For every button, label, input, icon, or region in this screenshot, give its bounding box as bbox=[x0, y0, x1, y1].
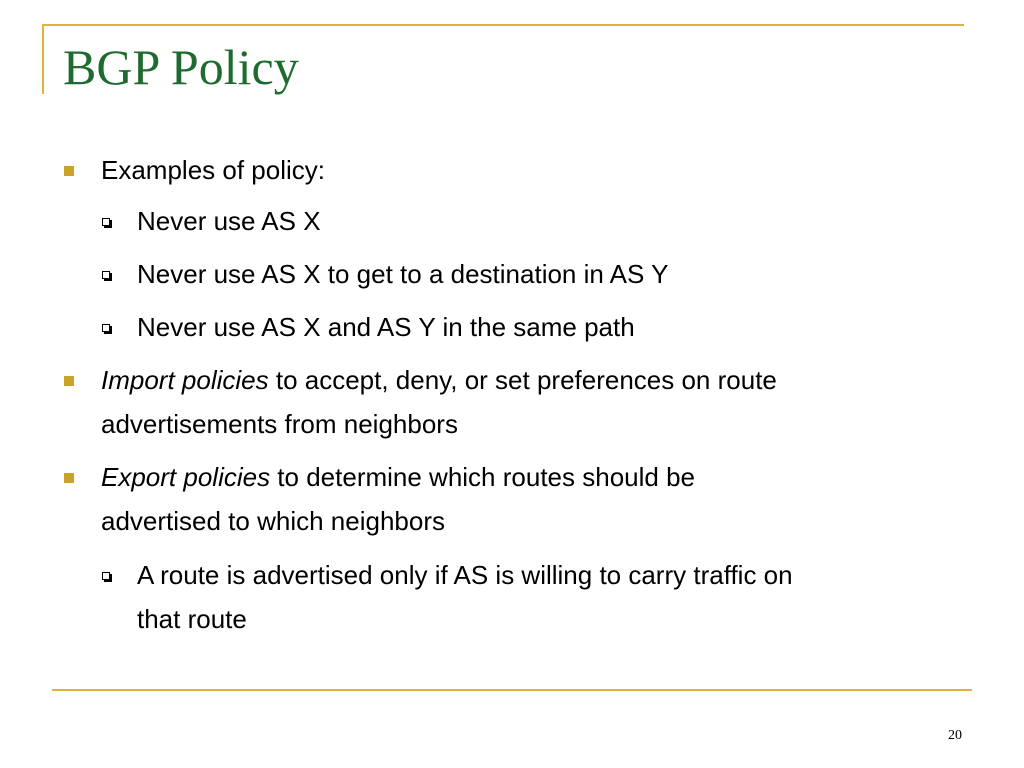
square-bullet-icon bbox=[64, 166, 74, 176]
slide-title: BGP Policy bbox=[63, 39, 299, 95]
sub-bullet-never-use-as-x bbox=[137, 199, 321, 243]
import-policies-line-2: advertisements from neighbors bbox=[101, 409, 458, 439]
page-number: 20 bbox=[948, 728, 962, 743]
square-bullet-icon bbox=[64, 376, 74, 386]
bullet-export-policies bbox=[101, 455, 695, 543]
bullet-text-line-1 bbox=[101, 455, 695, 499]
export-policies-line-2: advertised to which neighbors bbox=[101, 506, 445, 536]
export-policies-emphasis: Export policies bbox=[101, 462, 271, 492]
route-advertised-line-2: that route bbox=[137, 604, 247, 634]
sub-bullet-never-use-as-x-and-as-y bbox=[137, 305, 635, 349]
hollow-square-bullet-icon bbox=[102, 324, 110, 332]
bullet-text: Examples of policy: bbox=[101, 155, 325, 185]
route-advertised-line-1: A route is advertised only if AS is willing to carry traffic on bbox=[137, 560, 793, 590]
hollow-square-bullet-icon bbox=[102, 271, 110, 279]
sub-bullet-text: Never use AS X bbox=[137, 206, 321, 236]
bullet-text-line-1 bbox=[101, 358, 777, 402]
sub-bullet-text: Never use AS X and AS Y in the same path bbox=[137, 312, 635, 342]
hollow-square-bullet-icon bbox=[102, 572, 110, 580]
sub-bullet-text: Never use AS X to get to a destination in AS Y bbox=[137, 259, 669, 289]
bullet-import-policies bbox=[101, 358, 777, 446]
import-policies-emphasis: Import policies bbox=[101, 365, 269, 395]
sub-bullet-never-use-as-x-to-as-y bbox=[137, 252, 668, 296]
export-policies-line-1: to determine which routes should be bbox=[270, 462, 695, 492]
bullet-examples-of-policy bbox=[101, 148, 325, 192]
hollow-square-bullet-icon bbox=[102, 218, 110, 226]
sub-bullet-route-advertised bbox=[137, 553, 793, 641]
footer-rule bbox=[52, 689, 972, 691]
import-policies-line-1: to accept, deny, or set preferences on route bbox=[268, 365, 777, 395]
square-bullet-icon bbox=[64, 473, 74, 483]
